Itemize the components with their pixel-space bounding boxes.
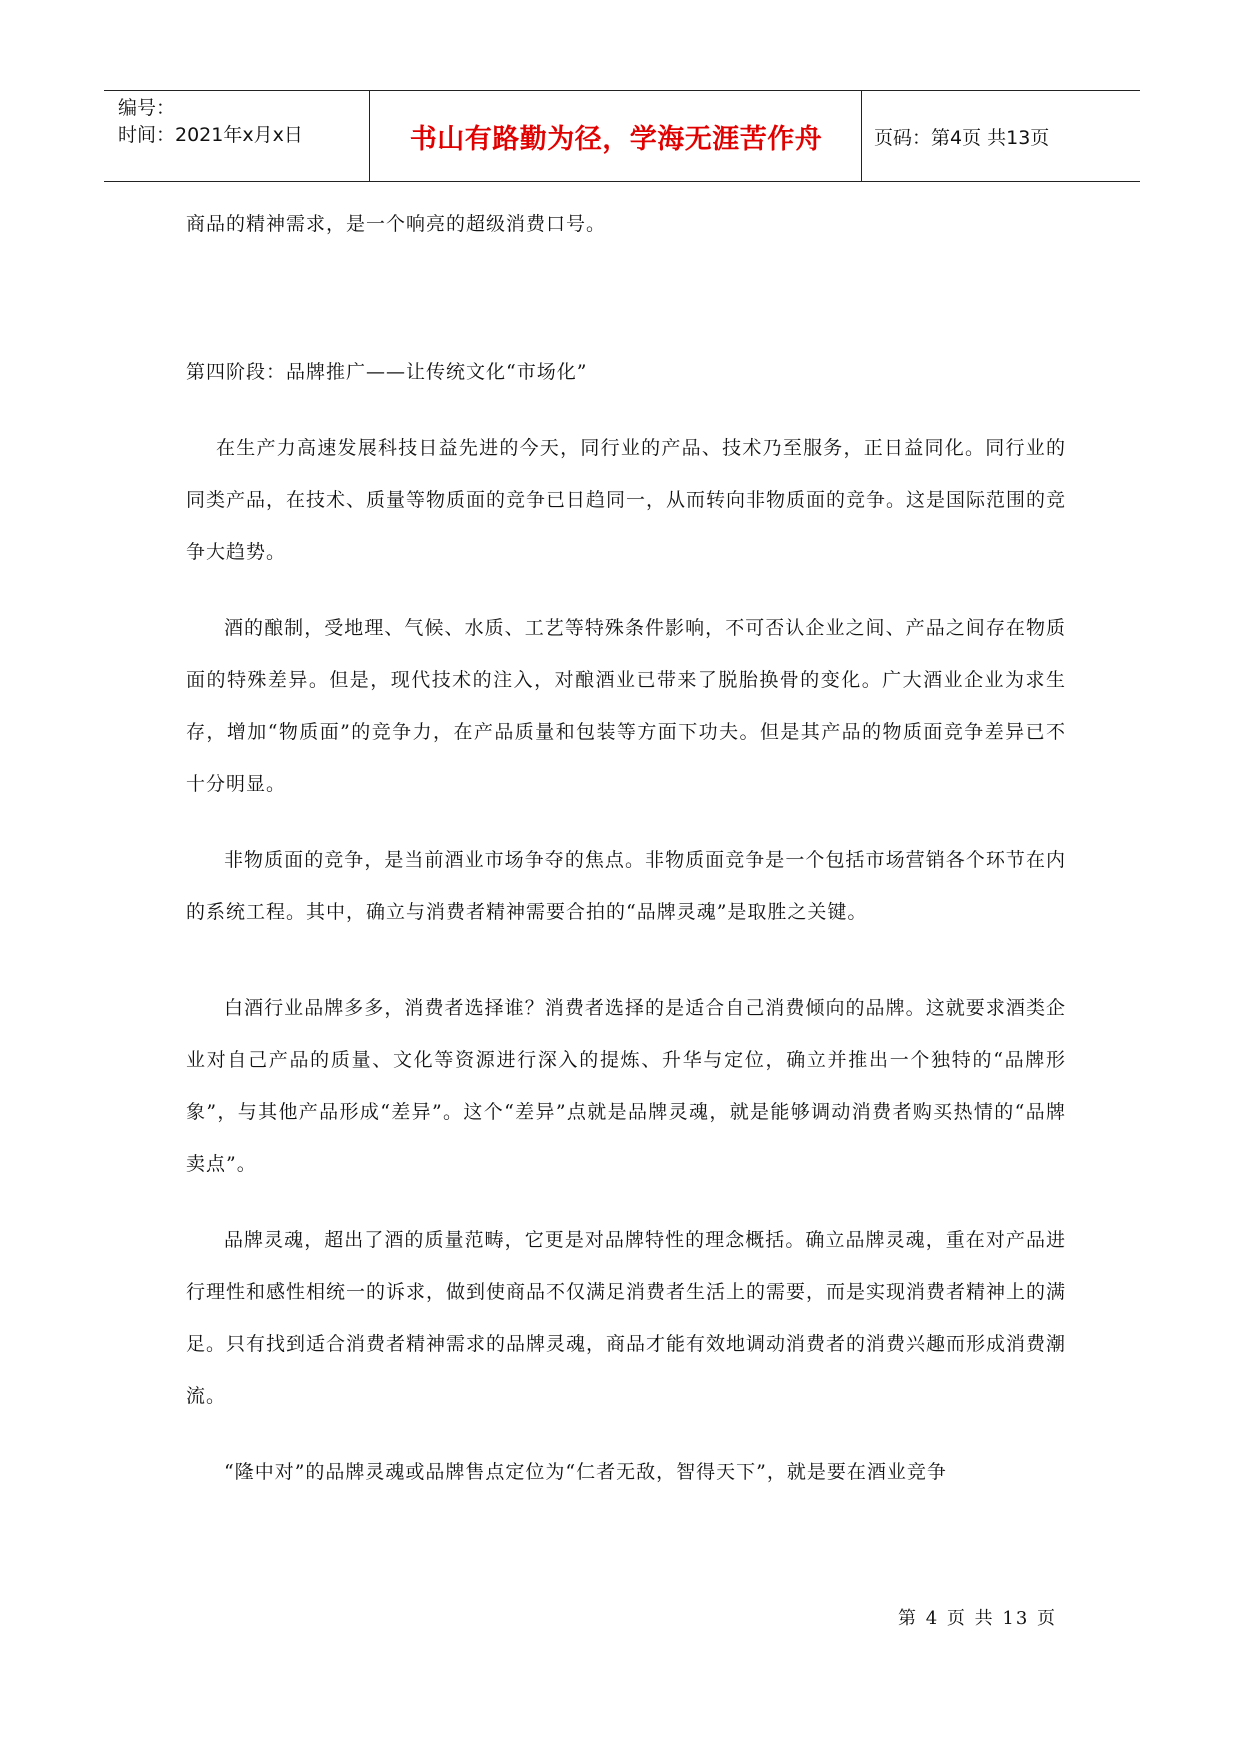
number-label: 编号： [118, 97, 176, 119]
page-footer: 第 4 页 共 13 页 [898, 1608, 1057, 1629]
document-body [186, 198, 1066, 1498]
paragraph: 品牌灵魂，超出了酒的质量范畴，它更是对品牌特性的理念概括。确立品牌灵魂，重在对产品进行理性和感性相统一的诉求，做到使商品不仅满足消费者生活上的需要，而是实现消费者精神上的满足。只有找到适合消费者精神需求的品牌灵魂，商品才能有效地调动消费者的消费兴趣而形成消费潮流。 [186, 1229, 1067, 1407]
section-heading: 第四阶段：品牌推广——让传统文化“市场化” [186, 361, 588, 383]
header-divider-left [369, 91, 370, 181]
page-header [104, 90, 1140, 182]
header-motto: 书山有路勤为径，学海无涯苦作舟 [409, 123, 823, 155]
paragraph: 白酒行业品牌多多，消费者选择谁？消费者选择的是适合自己消费倾向的品牌。这就要求酒类企业对自己产品的质量、文化等资源进行深入的提炼、升华与定位，确立并推出一个独特的“品牌形象”，与其他产品形成“差异”。这个“差异”点就是品牌灵魂，就是能够调动消费者购买热情的“品牌卖点”。 [186, 997, 1066, 1175]
paragraph: 酒的酿制，受地理、气候、水质、工艺等特殊条件影响，不可否认企业之间、产品之间存在物质面的特殊差异。但是，现代技术的注入，对酿酒业已带来了脱胎换骨的变化。广大酒业企业为求生存，增加“物质面”的竞争力，在产品质量和包装等方面下功夫。但是其产品的物质面竞争差异已不十分明显。 [186, 617, 1066, 795]
header-page-code: 页码：第4页 共13页 [874, 126, 1050, 149]
time-label: 时间：2021年x月x日 [118, 124, 303, 146]
paragraph-continuation: 商品的精神需求，是一个响亮的超级消费口号。 [186, 213, 607, 235]
header-divider-right [861, 91, 862, 181]
paragraph: “隆中对”的品牌灵魂或品牌售点定位为“仁者无敌，智得天下”，就是要在酒业竞争 [224, 1461, 947, 1483]
paragraph: 在生产力高速发展科技日益先进的今天，同行业的产品、技术乃至服务，正日益同化。同行业的同类产品，在技术、质量等物质面的竞争已日趋同一，从而转向非物质面的竞争。这是国际范围的竞争大趋势。 [186, 437, 1067, 563]
paragraph: 非物质面的竞争，是当前酒业市场争夺的焦点。非物质面竞争是一个包括市场营销各个环节在内的系统工程。其中，确立与消费者精神需要合拍的“品牌灵魂”是取胜之关键。 [186, 849, 1066, 923]
